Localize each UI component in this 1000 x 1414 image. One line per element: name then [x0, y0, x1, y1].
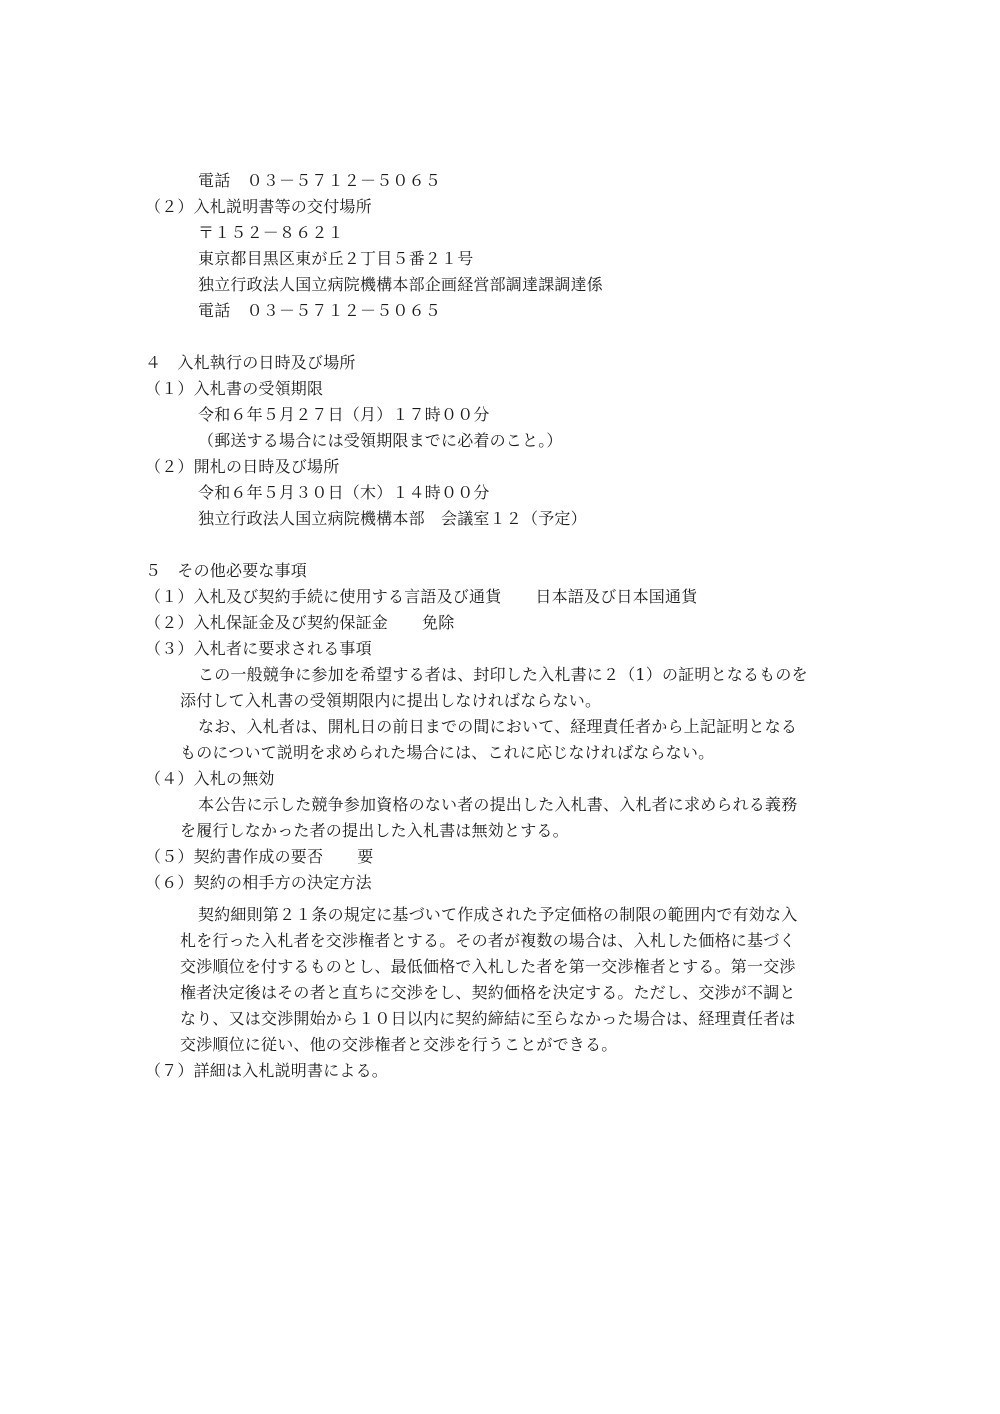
section-5-3-heading: （３）入札者に要求される事項 — [145, 639, 372, 658]
item-value: 免除 — [422, 613, 455, 632]
item-value: 要 — [357, 847, 374, 866]
organization-line: 独立行政法人国立病院機構本部企画経営部調達課調達係 — [198, 275, 604, 294]
section-5-2-line — [145, 610, 454, 636]
section-5-1-line — [145, 584, 697, 610]
item-label: （１）入札及び契約手続に使用する言語及び通貨 — [145, 587, 502, 606]
section-4-1-heading: （１）入札書の受領期限 — [145, 379, 324, 398]
paragraph-line: 権者決定後はその者と直ちに交渉をし、契約価格を決定する。ただし、交渉が不調と — [180, 983, 796, 1002]
paragraph-line: 添付して入札書の受領期限内に提出しなければならない。 — [180, 691, 602, 710]
paragraph-line: なり、又は交渉開始から１０日以内に契約締結に至らなかった場合は、経理責任者は — [180, 1009, 796, 1028]
paragraph-line: この一般競争に参加を希望する者は、封印した入札書に２（1）の証明となるものを — [198, 665, 808, 684]
phone-line: 電話 ０３－５７１２－５０６５ — [198, 171, 442, 190]
paragraph-line: なお、入札者は、開札日の前日までの間において、経理責任者から上記証明となる — [198, 717, 798, 736]
paragraph-line: 交渉順位を付するものとし、最低価格で入札した者を第一交渉権者とする。第一交渉 — [180, 957, 796, 976]
paragraph-line: 札を行った入札者を交渉権者とする。その者が複数の場合は、入札した価格に基づく — [180, 931, 796, 950]
section-5-7-heading: （７）詳細は入札説明書による。 — [145, 1061, 389, 1080]
paragraph-line: 契約細則第２１条の規定に基づいて作成された予定価格の制限の範囲内で有効な入 — [198, 905, 798, 924]
section-5-6-heading: （６）契約の相手方の決定方法 — [145, 873, 372, 892]
item-label: （２）入札保証金及び契約保証金 — [145, 613, 389, 632]
section-4-2-heading: （２）開札の日時及び場所 — [145, 457, 340, 476]
paragraph-line: ものについて説明を求められた場合には、これに応じなければならない。 — [180, 743, 715, 762]
paragraph-line: 本公告に示した競争参加資格のない者の提出した入札書、入札者に求められる義務 — [198, 795, 798, 814]
section-3-2-heading: （２）入札説明書等の交付場所 — [145, 197, 372, 216]
section-5-5-line — [145, 844, 373, 870]
section-4-heading: ４ 入札執行の日時及び場所 — [145, 353, 356, 372]
address-line: 東京都目黒区東が丘２丁目５番２１号 — [198, 249, 474, 268]
item-value: 日本語及び日本国通貨 — [535, 587, 698, 606]
section-5-4-heading: （４）入札の無効 — [145, 769, 275, 788]
paragraph-line: を履行しなかった者の提出した入札書は無効とする。 — [180, 821, 569, 840]
deadline-datetime: 令和６年５月２７日（月）１７時００分 — [198, 405, 490, 424]
section-5-heading: ５ その他必要な事項 — [145, 561, 308, 580]
postal-code: 〒１５２－８６２１ — [198, 223, 344, 242]
opening-place: 独立行政法人国立病院機構本部 会議室１２（予定） — [198, 509, 587, 528]
paragraph-line: 交渉順位に従い、他の交渉権者と交渉を行うことができる。 — [180, 1035, 618, 1054]
phone-line: 電話 ０３－５７１２－５０６５ — [198, 301, 442, 320]
item-label: （５）契約書作成の要否 — [145, 847, 324, 866]
mailing-note: （郵送する場合には受領期限までに必着のこと。） — [198, 431, 563, 450]
opening-datetime: 令和６年５月３０日（木）１４時００分 — [198, 483, 490, 502]
